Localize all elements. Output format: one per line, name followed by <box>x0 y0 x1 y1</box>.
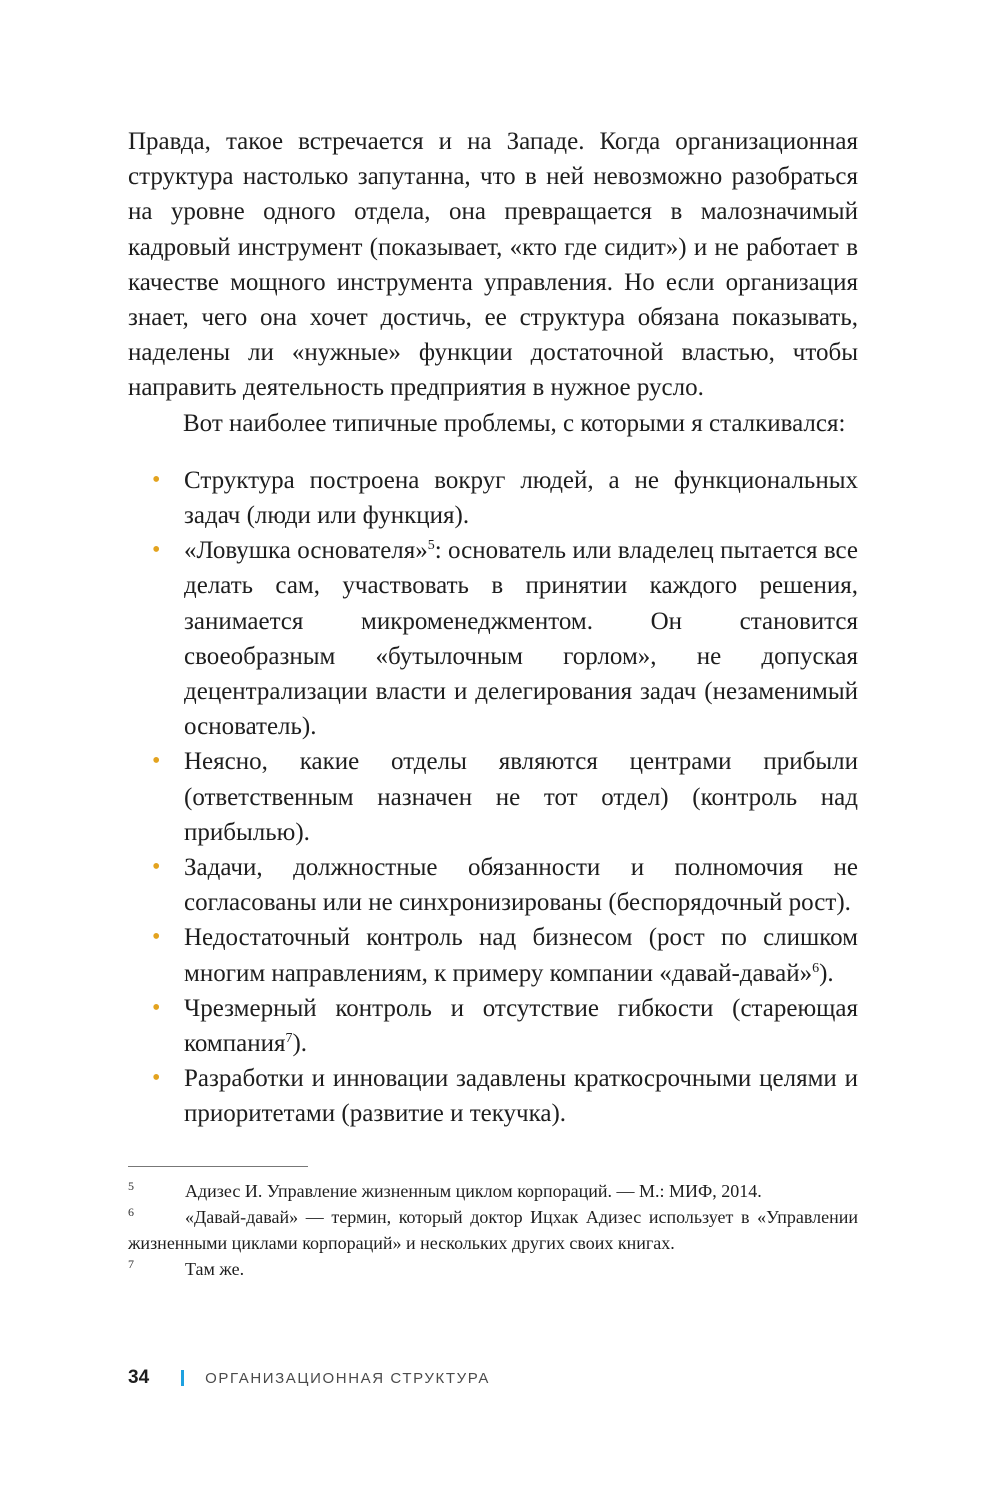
footnote-ref: 7 <box>285 1031 293 1047</box>
footnote <box>128 1256 858 1282</box>
list-item-text: ). <box>292 1030 308 1058</box>
paragraph-1: Правда, такое встречается и на Западе. Когда организационная структура настолько запутанна, что в ней невозможно разобраться на уровне одного отдела, она превращается в малозначимый кадровый инструмент (показывает, «кто где сидит») и не работает в качестве мощного инструмента управления. Но если организация знает, чего она хочет достичь, ее структура обязана показывать, наделены ли «нужные» функции достаточной властью, чтобы направить деятельность предприятия в нужное русло. <box>128 128 858 402</box>
bullet-icon: • <box>152 994 161 1021</box>
list-item-text: Задачи, должностные обязанности и полномочия не согласованы или не синхронизированы (беспорядочный рост). <box>184 854 858 917</box>
footnote-number: 7 <box>128 1257 134 1271</box>
problem-list <box>128 463 858 1132</box>
list-item-text: Разработки и инновации задавлены краткосрочными целями и приоритетами (развитие и текучка). <box>184 1065 858 1128</box>
page-footer <box>128 1364 490 1392</box>
footnote-text: Адизес И. Управление жизненным циклом корпораций. — М.: МИФ, 2014. <box>185 1181 762 1201</box>
paragraph-2: Вот наиболее типичные проблемы, с которыми я сталкивался: <box>183 409 846 437</box>
list-item <box>128 463 858 533</box>
footnote <box>128 1204 858 1256</box>
footnote-number: 6 <box>128 1205 134 1219</box>
list-item-text: «Ловушка основателя» <box>184 537 428 565</box>
list-item-text: : основатель или владелец пытается все делать сам, участвовать в принятии каждого решения, занимается микроменеджментом. Он становится своеобразным «бутылочным горлом», не допуская децентрализации власти и делегирования задач (незаменимый основатель). <box>184 537 858 741</box>
list-item <box>128 744 858 850</box>
list-item <box>128 920 858 990</box>
bullet-icon: • <box>152 466 161 493</box>
list-item <box>128 533 858 744</box>
main-text <box>128 124 858 1132</box>
list-item-text: Недостаточный контроль над бизнесом (рост по слишком многим направлениям, к примеру компании «давай-давай» <box>184 924 858 987</box>
list-item-text: Неясно, какие отделы являются центрами прибыли (ответственным назначен не тот отдел) (контроль над прибылью). <box>184 748 858 846</box>
footnote <box>128 1178 858 1204</box>
footer-divider-bar <box>181 1370 184 1386</box>
bullet-icon: • <box>152 854 161 881</box>
list-item <box>128 1061 858 1131</box>
list-item-text: ). <box>819 959 834 987</box>
footnote-number: 5 <box>128 1179 134 1193</box>
footnote-ref: 6 <box>812 960 820 976</box>
page-number: 34 <box>128 1367 150 1388</box>
footnote-ref: 5 <box>427 538 435 554</box>
footnote-divider <box>128 1166 308 1167</box>
bullet-icon: • <box>152 1065 161 1092</box>
bullet-icon: • <box>152 924 161 951</box>
bullet-icon: • <box>152 748 161 775</box>
list-item-text: Чрезмерный контроль и отсутствие гибкости (стареющая компания <box>184 994 858 1058</box>
running-head: ОРГАНИЗАЦИОННАЯ СТРУКТУРА <box>205 1369 490 1387</box>
list-item <box>128 850 858 920</box>
footnote-text: Там же. <box>185 1259 245 1279</box>
footnotes <box>128 1178 858 1282</box>
list-item <box>128 991 858 1061</box>
list-item-text: Структура построена вокруг людей, а не функциональных задач (люди или функция). <box>184 466 858 530</box>
footnote-text: «Давай-давай» — термин, который доктор Ицхак Адизес использует в «Управлении жизненными циклами корпораций» и нескольких других своих книгах. <box>128 1207 858 1253</box>
bullet-icon: • <box>152 537 161 564</box>
